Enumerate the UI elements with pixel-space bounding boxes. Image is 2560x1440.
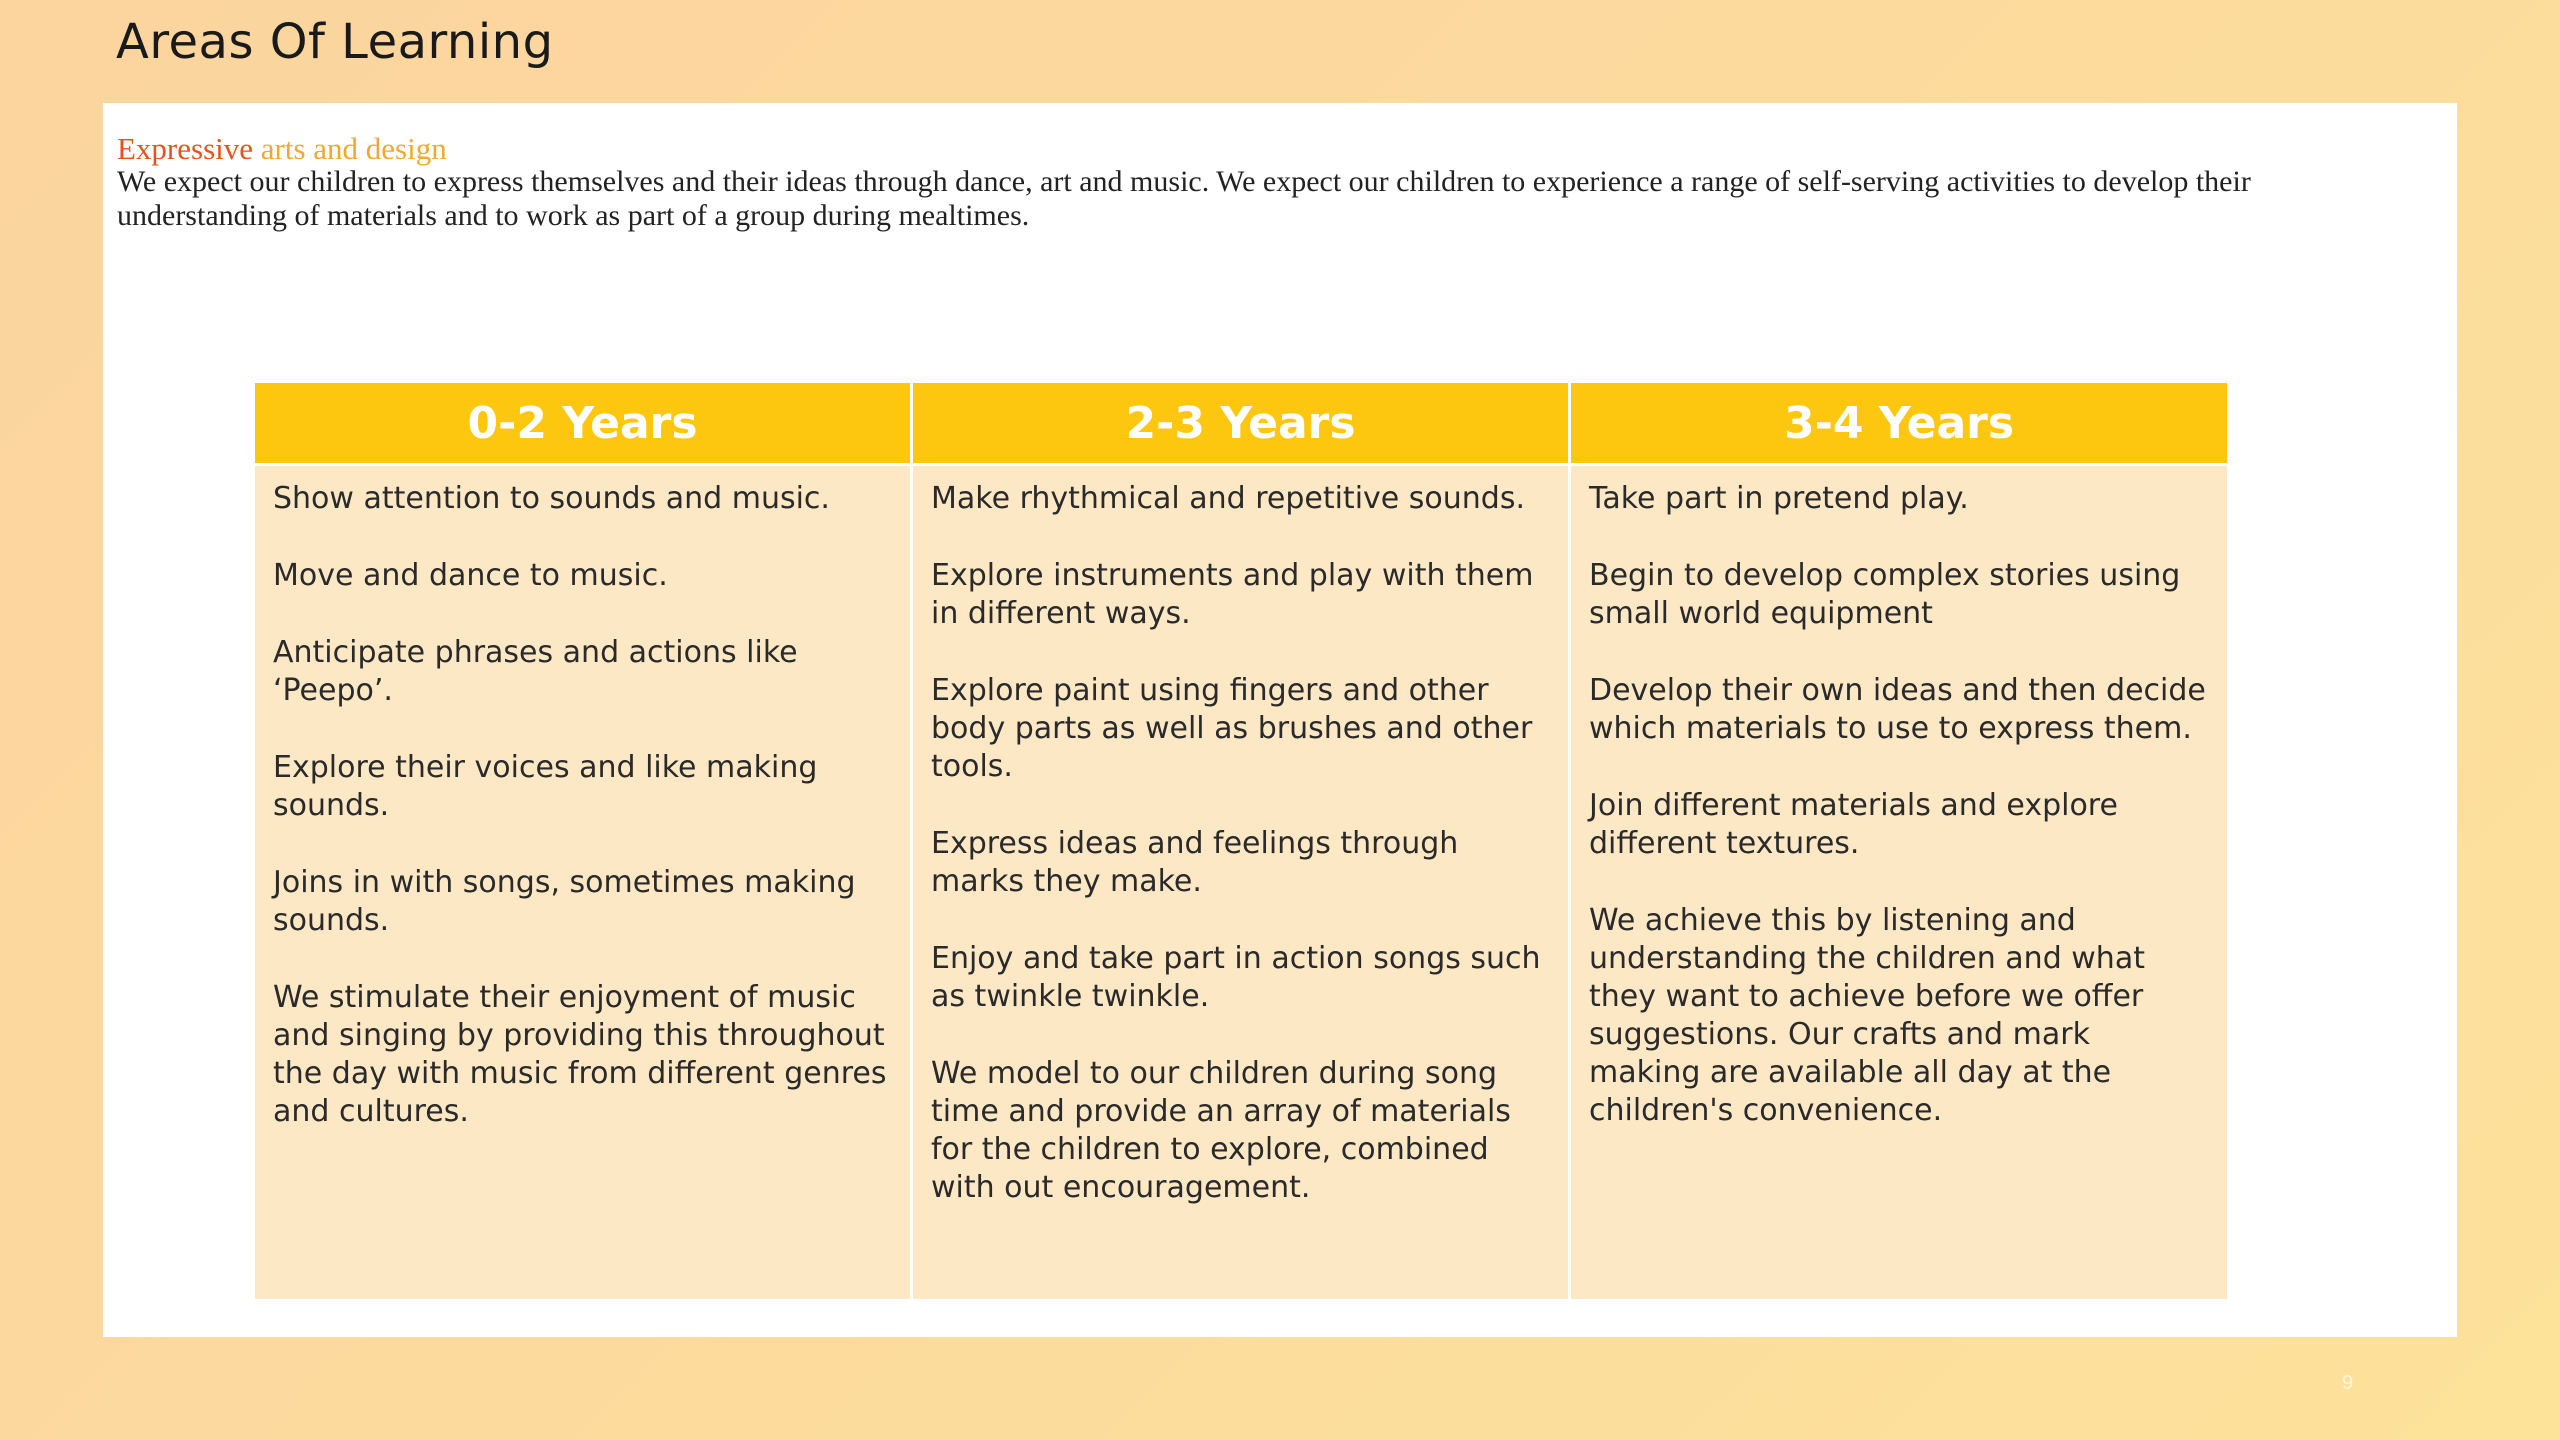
section-heading-part2: arts and design (260, 131, 447, 166)
column-header: 3-4 Years (1571, 383, 2227, 463)
column-body (913, 466, 1568, 1299)
page-title: Areas Of Learning (116, 14, 554, 70)
list-item: Join different materials and explore different textures. (1589, 788, 2118, 861)
list-item: We model to our children during song time and provide an array of materials for the children to explore, combined with out encouragement. (931, 1056, 1511, 1205)
table-column-0-2 (255, 383, 910, 1299)
list-item: Enjoy and take part in action songs such as twinkle twinkle. (931, 941, 1541, 1014)
list-item: Explore instruments and play with them in different ways. (931, 558, 1534, 631)
list-item: Express ideas and feelings through marks they make. (931, 826, 1459, 899)
list-item: Make rhythmical and repetitive sounds. (931, 481, 1525, 516)
table-column-3-4 (1571, 383, 2227, 1299)
age-table (255, 383, 2227, 1299)
list-item: Show attention to sounds and music. (273, 481, 830, 516)
column-header: 0-2 Years (255, 383, 910, 463)
section-intro: We expect our children to express themselves and their ideas through dance, art and music. We expect our children to experience a range of self-serving activities to develop their understanding of materials and to work as part of a group during mealtimes. (117, 165, 2251, 232)
slide-card (103, 103, 2457, 1337)
table-column-2-3 (913, 383, 1568, 1299)
list-item: Explore paint using fingers and other body parts as well as brushes and other tools. (931, 673, 1533, 784)
column-header: 2-3 Years (913, 383, 1568, 463)
list-item: We achieve this by listening and understanding the children and what they want to achieve before we offer suggestions. Our crafts and mark making are available all day at the children's convenience. (1589, 903, 2145, 1128)
list-item: Begin to develop complex stories using small world equipment (1589, 558, 2181, 631)
list-item: We stimulate their enjoyment of music and singing by providing this throughout the day with music from different genres and cultures. (273, 980, 887, 1129)
page-number: 9 (2342, 1372, 2354, 1394)
column-body (1571, 466, 2227, 1299)
section-heading-part1: Expressive (117, 131, 261, 166)
list-item: Take part in pretend play. (1589, 481, 1969, 516)
section-heading (117, 131, 447, 167)
list-item: Develop their own ideas and then decide which materials to use to express them. (1589, 673, 2206, 746)
list-item: Anticipate phrases and actions like ‘Peepo’. (273, 635, 798, 708)
list-item: Move and dance to music. (273, 558, 668, 593)
column-body (255, 466, 910, 1299)
list-item: Explore their voices and like making sounds. (273, 750, 818, 823)
list-item: Joins in with songs, sometimes making sounds. (273, 865, 856, 938)
